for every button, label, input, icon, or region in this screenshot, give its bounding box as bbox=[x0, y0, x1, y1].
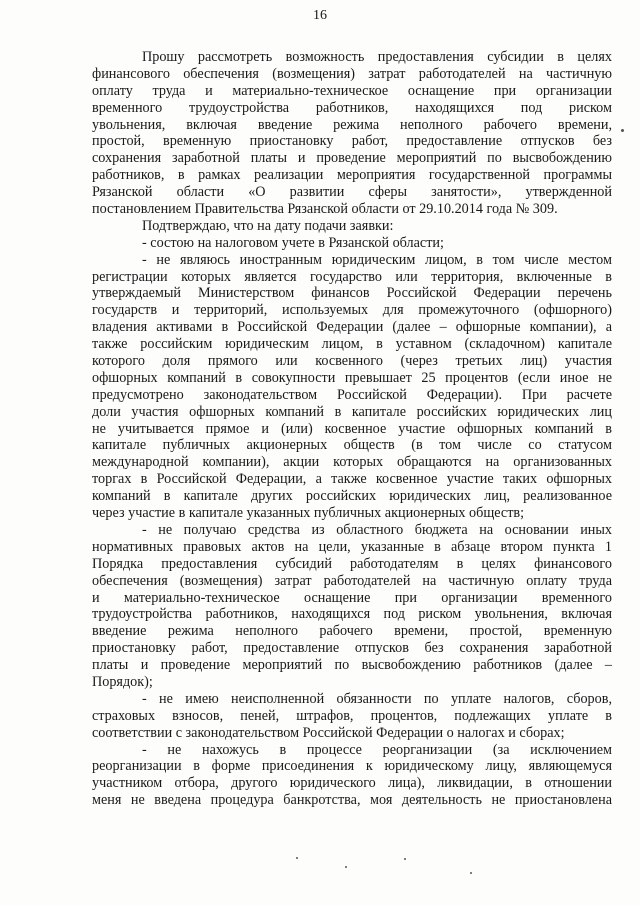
scan-speck bbox=[621, 129, 624, 132]
scan-speck bbox=[345, 866, 347, 868]
text-line: работников, в рамках реализации мероприятия государственной программы bbox=[92, 167, 612, 184]
text-line: также российским юридическим лицом, в уставном (складочном) капитале bbox=[92, 336, 612, 353]
text-line: доли участия офшорных компаний в капитале российских юридических лиц bbox=[92, 403, 612, 420]
text-line: - не являюсь иностранным юридическим лицом, в том числе местом bbox=[142, 251, 612, 268]
text-line: реорганизации в форме присоединения к юридическому лицу, являющемуся bbox=[92, 758, 612, 775]
text-line: финансового обеспечения (возмещения) затрат работодателей на частичную bbox=[92, 65, 612, 82]
text-line: платы и проведение мероприятий по высвобождению работников (далее – bbox=[92, 657, 612, 674]
text-line: Порядка предоставления субсидий работодателям в целях финансового bbox=[92, 555, 612, 572]
text-line: владения активами в Российской Федерации (далее – офшорные компании), а bbox=[92, 319, 612, 336]
text-line: оплату труда и материально-техническое оснащение при организации bbox=[92, 82, 612, 99]
text-line: государств и территорий, используемых для промежуточного (офшорного) bbox=[92, 302, 612, 319]
text-line: участником отбора, другого юридического лица), ликвидации, в отношении bbox=[92, 775, 612, 792]
text-line: компаний в капитале других российских юридических лиц, реализованное bbox=[92, 488, 612, 505]
text-line: меня не введена процедура банкротства, моя деятельность не приостановлена bbox=[92, 792, 612, 809]
scan-speck bbox=[404, 858, 406, 860]
page-number: 16 bbox=[313, 8, 327, 23]
text-line: Рязанской области «О развитии сферы занятости», утвержденной bbox=[92, 184, 612, 201]
scan-speck bbox=[296, 857, 298, 859]
text-line: простой, временную приостановку работ, предоставление отпусков без bbox=[92, 133, 612, 150]
text-line: приостановку работ, предоставление отпусков без сохранения заработной bbox=[92, 640, 612, 657]
scan-speck bbox=[470, 872, 472, 874]
text-line: капитале публичных акционерных обществ (в том числе со статусом bbox=[92, 437, 612, 454]
text-line: офшорных компаний в совокупности превышает 25 процентов (если иное не bbox=[92, 369, 612, 386]
text-line: - не нахожусь в процессе реорганизации (за исключением bbox=[142, 741, 612, 758]
text-line: - не получаю средства из областного бюджета на основании иных bbox=[142, 521, 612, 538]
text-line: торгах в Российской Федерации, а также косвенное участие таких офшорных bbox=[92, 471, 612, 488]
text-line: - состою на налоговом учете в Рязанской области; bbox=[142, 234, 444, 251]
text-line: временного трудоустройства работников, находящихся под риском bbox=[92, 99, 612, 116]
document-body bbox=[92, 49, 612, 809]
text-line: сохранения заработной платы и проведение мероприятий по высвобождению bbox=[92, 150, 612, 167]
text-line: через участие в капитале указанных публичных акционерных обществ; bbox=[92, 505, 525, 522]
text-line: соответствии с законодательством Российской Федерации о налогах и сборах; bbox=[92, 724, 565, 741]
text-line: обеспечения (возмещения) затрат работодателей на частичную оплату труда bbox=[92, 572, 612, 589]
text-line: увольнения, включая введение режима неполного рабочего времени, bbox=[92, 116, 612, 133]
text-line: международной компании), акции которых обращаются на организованных bbox=[92, 454, 612, 471]
text-line: Подтверждаю, что на дату подачи заявки: bbox=[142, 217, 394, 234]
text-line: страховых взносов, пеней, штрафов, процентов, подлежащих уплате в bbox=[92, 707, 612, 724]
text-line: предусмотрено законодательством Российской Федерации). При расчете bbox=[92, 386, 612, 403]
text-line: постановлением Правительства Рязанской области от 29.10.2014 года № 309. bbox=[92, 201, 558, 218]
text-line: и материально-техническое оснащение при организации временного bbox=[92, 589, 612, 606]
text-line: не учитывается прямое и (или) косвенное участие офшорных компаний в bbox=[92, 420, 612, 437]
text-line: Прошу рассмотреть возможность предоставления субсидии в целях bbox=[142, 49, 612, 65]
text-line: нормативных правовых актов на цели, указанные в абзаце втором пункта 1 bbox=[92, 538, 612, 555]
text-line: введение режима неполного рабочего времени, простой, временную bbox=[92, 623, 612, 640]
text-line: - не имею неисполненной обязанности по уплате налогов, сборов, bbox=[142, 690, 612, 707]
text-line: которого доля прямого или косвенного (через третьих лиц) участия bbox=[92, 353, 612, 370]
text-line: утверждаемый Министерством финансов Российской Федерации перечень bbox=[92, 285, 612, 302]
text-line: Порядок); bbox=[92, 673, 153, 690]
text-line: регистрации которых является государство или территория, включенные в bbox=[92, 268, 612, 285]
text-line: трудоустройства работников, находящихся под риском увольнения, включая bbox=[92, 606, 612, 623]
